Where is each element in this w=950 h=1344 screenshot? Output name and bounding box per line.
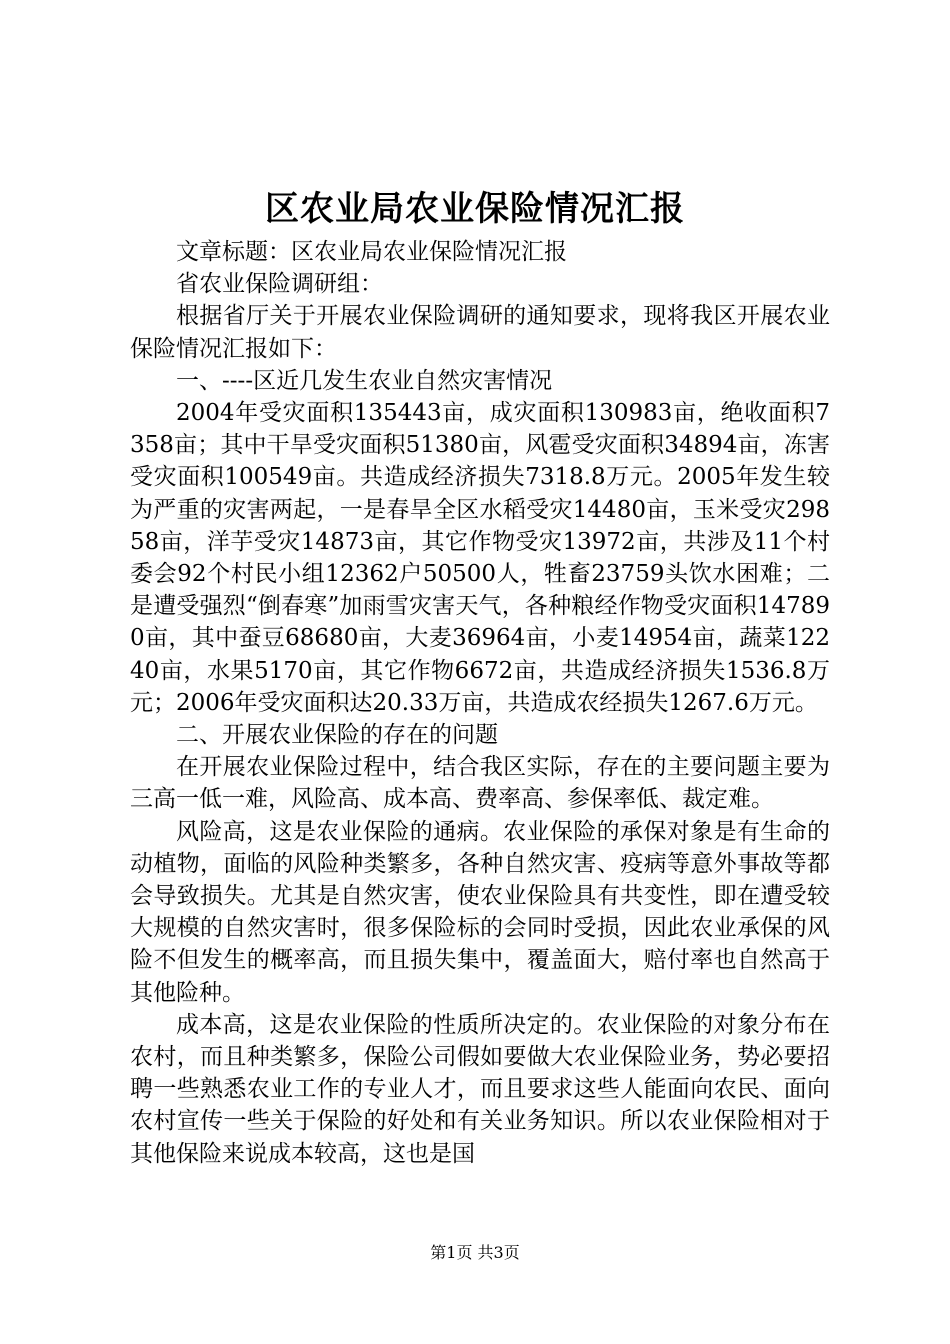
high-risk-paragraph: 风险高，这是农业保险的通病。农业保险的承保对象是有生命的动植物，面临的风险种类繁多，各种自然灾害、疫病等意外事故等都会导致损失。尤其是自然灾害，使农业保险具有共变性，即在遭受较大规模的自然灾害时，很多保险标的会同时受损，因此农业承保的风险不但发生的概率高，而且损失集中，覆盖面大，赔付率也自然高于其他险种。: [130, 818, 830, 1006]
salutation: 省农业保险调研组：: [176, 271, 383, 298]
section-heading-2: 二、开展农业保险的存在的问题: [176, 722, 498, 749]
section-heading-1: 一、----区近几发生农业自然灾害情况: [176, 367, 553, 394]
problems-paragraph: 在开展农业保险过程中，结合我区实际，存在的主要问题主要为三高一低一难，风险高、成本高、费率高、参保率低、裁定难。: [130, 754, 830, 813]
page-indicator: 第1页 共3页: [430, 1243, 520, 1262]
intro-paragraph: 根据省厅关于开展农业保险调研的通知要求，现将我区开展农业保险情况汇报如下：: [130, 303, 830, 362]
disaster-paragraph: 2004年受灾面积135443亩，成灾面积130983亩，绝收面积7358亩；其中干旱受灾面积51380亩，风雹受灾面积34894亩，冻害受灾面积100549亩。共造成经济损失7318.8万元。2005年发生较为严重的灾害两起，一是春旱全区水稻受灾14480亩，玉米受灾29858亩，洋芋受灾14873亩，其它作物受灾13972亩，共涉及11个村委会92个村民小组12362户50500人，牲畜23759头饮水困难；二是遭受强烈“倒春寒”加雨雪灾害天气，各种粮经作物受灾面积147890亩，其中蚕豆68680亩，大麦36964亩，小麦14954亩，蔬菜12240亩，水果5170亩，其它作物6672亩，共造成经济损失1536.8万元；2006年受灾面积达20.33万亩，共造成农经损失1267.6万元。: [130, 400, 830, 716]
high-cost-paragraph: 成本高，这是农业保险的性质所决定的。农业保险的对象分布在农村，而且种类繁多，保险公司假如要做大农业保险业务，势必要招聘一些熟悉农业工作的专业人才，而且要求这些人能面向农民、面向农村宣传一些关于保险的好处和有关业务知识。所以农业保险相对于其他保险来说成本较高，这也是国: [130, 1011, 830, 1167]
article-title-line: 文章标题：区农业局农业保险情况汇报: [176, 239, 567, 265]
document-body: [130, 236, 830, 1170]
document-title: 区农业局农业保险情况汇报: [265, 189, 685, 229]
